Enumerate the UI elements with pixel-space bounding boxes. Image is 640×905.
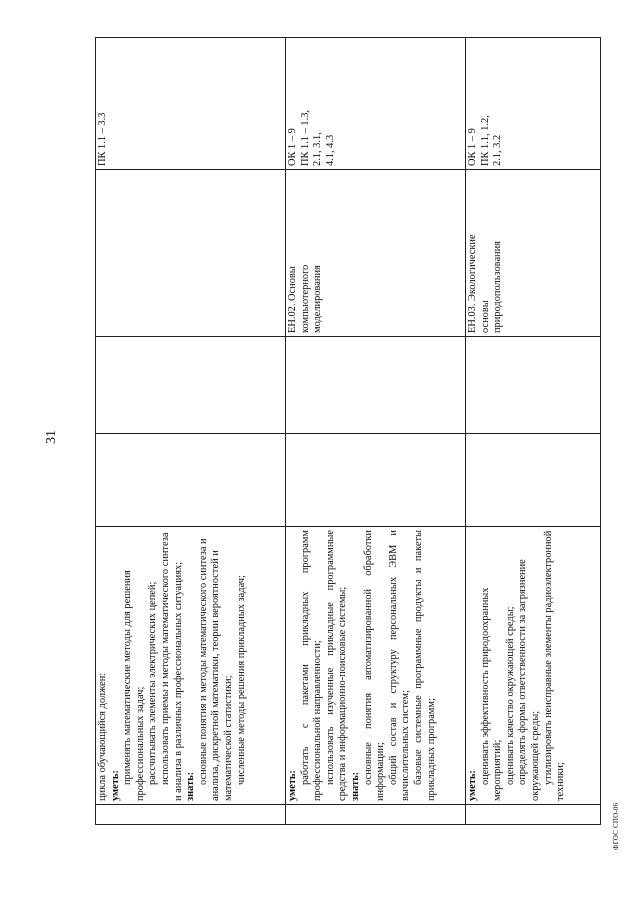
content-line: использовать изученные прикладные программные средства и информационно-поисковые системы; xyxy=(324,530,349,801)
table-row xyxy=(96,38,286,825)
content-line: применять математические методы для решения профессиональных задач; xyxy=(122,570,146,801)
competencies-cell xyxy=(466,38,601,170)
content-line: основные понятия автоматизированной обработки информации; xyxy=(362,530,387,801)
discipline-line: компьютерного xyxy=(299,264,311,333)
hours-cell xyxy=(466,434,601,527)
content-heading: знать: xyxy=(185,771,197,801)
competency-line: ПК 1.1 – 1.3, xyxy=(299,110,311,166)
discipline-cell xyxy=(286,170,466,337)
content-line: определять формы ответственности за загрязнение окружающей среды; xyxy=(517,559,541,801)
content-line: оценивать эффективность природоохранных мероприятий; xyxy=(479,587,504,801)
competency-line: ПК 1.1 – 3.3 xyxy=(97,112,108,166)
content-line: цикла обучающийся должен: xyxy=(97,672,108,801)
content-line: оценивать качество окружающей среды; xyxy=(504,606,516,785)
competency-line: ОК 1 – 9 xyxy=(467,128,478,166)
competency-line: ОК 1 – 9 xyxy=(287,128,298,166)
content-cell xyxy=(96,527,286,805)
content-heading: уметь: xyxy=(109,770,121,801)
hours-cell xyxy=(96,434,286,527)
discipline-line: природопользования xyxy=(492,241,504,333)
competencies-cell xyxy=(286,38,466,170)
table-row xyxy=(466,38,601,825)
index-cell xyxy=(96,805,286,825)
curriculum-table xyxy=(95,37,601,825)
discipline-cell xyxy=(466,170,601,337)
content-heading: уметь: xyxy=(467,770,478,801)
competency-line: 4.1, 4.3 xyxy=(324,134,336,166)
page-number: 31 xyxy=(44,430,59,444)
content-line: рассчитывать элементы электрических цепей; xyxy=(147,581,159,785)
competency-line: 2.1, 3.2 xyxy=(492,134,504,166)
rotated-table-container xyxy=(95,38,567,825)
content-line: использовать приемы и методы математического синтеза и анализа в различных профессиональных ситуациях; xyxy=(159,532,184,801)
hours-cell xyxy=(96,337,286,434)
competency-line: 2.1, 3.1, xyxy=(312,132,324,166)
discipline-line: ЕН.02. Основы xyxy=(287,266,298,333)
table-row xyxy=(286,38,466,825)
content-line: общий состав и структуру персональных ЭВМ и вычислительных систем; xyxy=(387,530,412,801)
index-cell xyxy=(466,805,601,825)
content-line: утилизировать неисправные элементы радиоэлектронной техники; xyxy=(542,530,567,801)
competency-line: ПК 1.1, 1.2, xyxy=(479,115,491,166)
content-cell xyxy=(286,527,466,805)
content-cell xyxy=(466,527,601,805)
hours-cell xyxy=(286,434,466,527)
content-heading: знать: xyxy=(349,771,361,801)
discipline-cell xyxy=(96,170,286,337)
index-cell xyxy=(286,805,466,825)
content-line: численные методы решения прикладных задач; xyxy=(235,575,247,785)
hours-cell xyxy=(466,337,601,434)
hours-cell xyxy=(286,337,466,434)
content-line: работать с пакетами прикладных программ профессиональной направленности; xyxy=(299,530,324,801)
content-heading: уметь: xyxy=(287,770,298,801)
footer-label: ФГОС СПО-06 xyxy=(612,802,620,850)
content-line: базовые системные программные продукты и пакеты прикладных программ; xyxy=(412,530,437,801)
competencies-cell xyxy=(96,38,286,170)
content-line: основные понятия и методы математического синтеза и анализа, дискретной математики, теории вероятностей и математической статистики; xyxy=(197,538,234,801)
discipline-line: моделирования xyxy=(312,265,324,333)
discipline-line: ЕН.03. Экологические xyxy=(467,234,478,333)
discipline-line: основы xyxy=(479,300,491,333)
